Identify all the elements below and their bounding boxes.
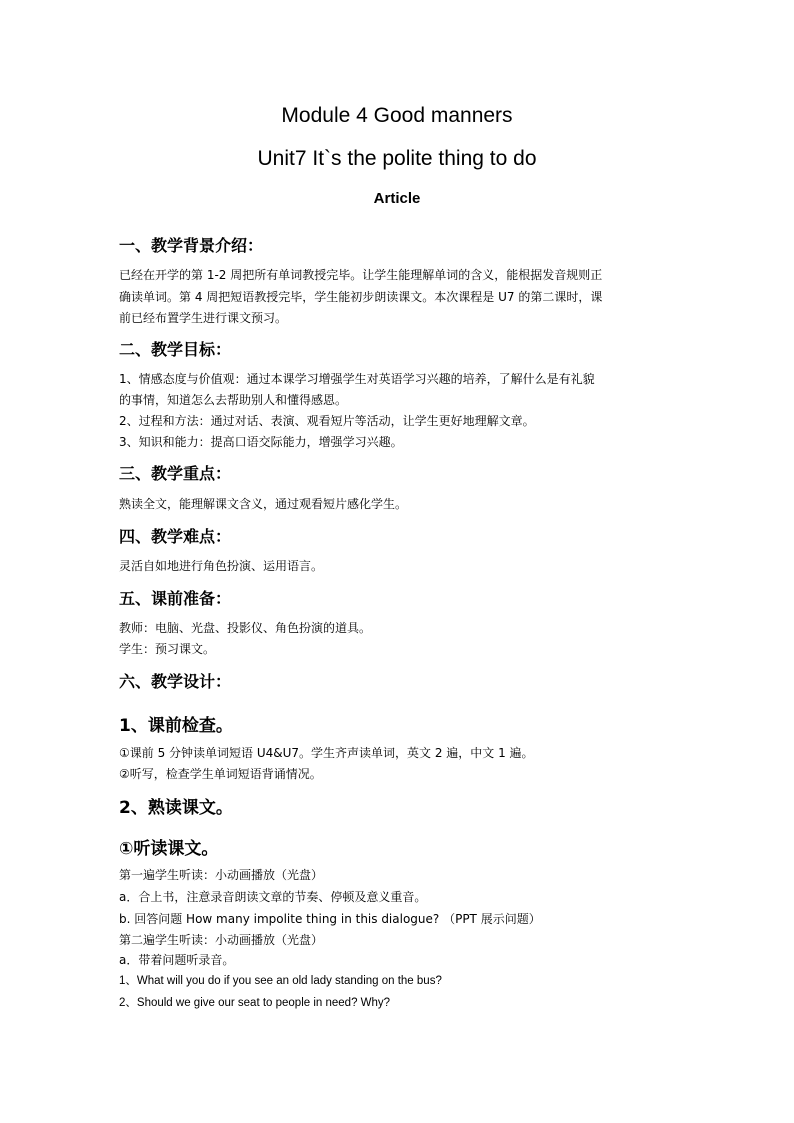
paragraph-line: 教师：电脑、光盘、投影仪、角色扮演的道具。 [119, 621, 372, 635]
paragraph-line: ②听写，检查学生单词短语背诵情况。 [119, 767, 322, 781]
paragraph-line: 3、知识和能力：提高口语交际能力，增强学习兴趣。 [119, 435, 403, 449]
step-heading-reading: 2、熟读课文。 [119, 798, 233, 818]
paragraph-line: 确读单词。第 4 周把短语教授完毕，学生能初步朗读课文。本次课程是 U7 的第二课时，课 [119, 290, 603, 304]
step-heading-pre-check: 1、课前检查。 [119, 716, 233, 736]
paragraph-line: a．合上书，注意录音朗读文章的节奏、停顿及意义重音。 [119, 890, 427, 904]
paragraph-line: 第一遍学生听读：小动画播放（光盘） [119, 868, 324, 882]
section-heading-key-points: 三、教学重点： [119, 464, 232, 483]
module-title: Module 4 Good manners [281, 104, 513, 127]
article-subtitle: Article [373, 190, 421, 207]
section-heading-design: 六、教学设计： [119, 672, 232, 691]
paragraph-line: 已经在开学的第 1-2 周把所有单词教授完毕。让学生能理解单词的含义，能根据发音规则正 [119, 268, 603, 282]
paragraph-line: 灵活自如地进行角色扮演、运用语言。 [119, 559, 324, 573]
paragraph-line: ①课前 5 分钟读单词短语 U4&U7。学生齐声读单词，英文 2 遍，中文 1 遍。 [119, 746, 534, 760]
unit-title: Unit7 It`s the polite thing to do [257, 147, 537, 170]
paragraph-line: 学生：预习课文。 [119, 642, 216, 656]
section-heading-difficulties: 四、教学难点： [119, 527, 232, 546]
paragraph-line: b. 回答问题 How many impolite thing in this dialogue? （PPT 展示问题） [119, 912, 541, 926]
paragraph-line: 第二遍学生听读：小动画播放（光盘） [119, 933, 324, 947]
paragraph-line: a．带着问题听录音。 [119, 953, 235, 967]
question-line: 2、Should we give our seat to people in need? Why? [119, 997, 391, 1009]
question-line: 1、What will you do if you see an old lady standing on the bus? [119, 975, 442, 987]
paragraph-line: 的事情，知道怎么去帮助别人和懂得感恩。 [119, 393, 348, 407]
paragraph-line: 熟读全文，能理解课文含义，通过观看短片感化学生。 [119, 497, 408, 511]
sub-heading-listening: ①听读课文。 [119, 839, 219, 859]
paragraph-line: 1、情感态度与价值观：通过本课学习增强学生对英语学习兴趣的培养，了解什么是有礼貌 [119, 372, 595, 386]
section-heading-objectives: 二、教学目标： [119, 340, 232, 359]
section-heading-background: 一、教学背景介绍： [119, 236, 264, 255]
paragraph-line: 前已经布置学生进行课文预习。 [119, 311, 288, 325]
paragraph-line: 2、过程和方法：通过对话、表演、观看短片等活动，让学生更好地理解文章。 [119, 414, 535, 428]
section-heading-preparation: 五、课前准备： [119, 589, 232, 608]
